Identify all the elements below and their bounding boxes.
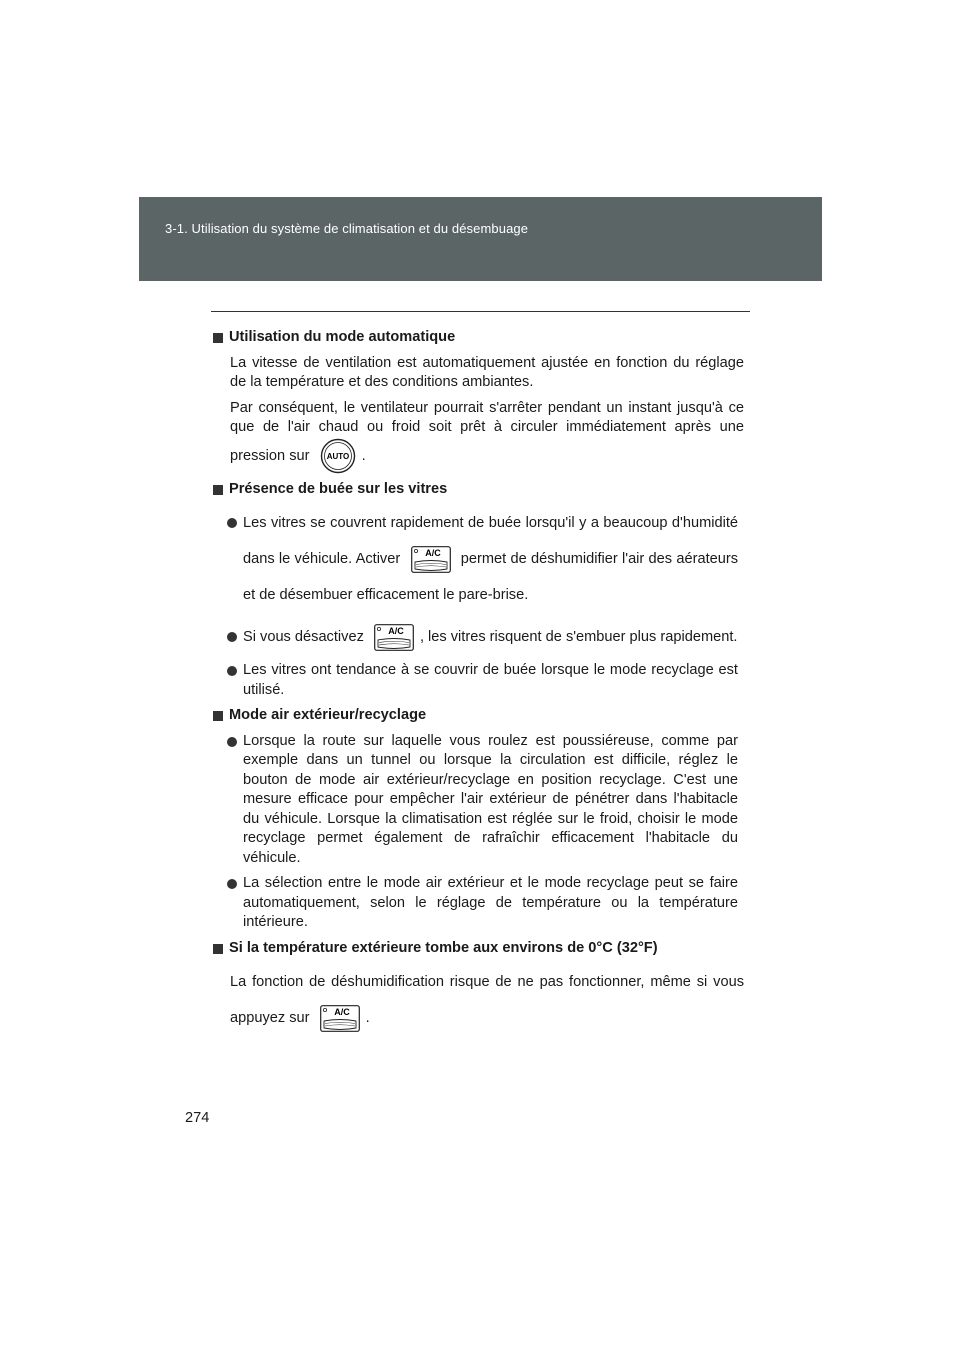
content — [213, 328, 744, 1042]
fog-bullet-1: Les vitres se couvrent rapidement de buée lorsqu'il y a beaucoup d'humidité dans le véhicule. Activer A/C permet de déshumidifier l'air des aérateurs et de désembuer efficacement le pare-brise. — [213, 505, 744, 613]
round-bullet-icon — [227, 632, 237, 642]
ac-button-label: A/C — [388, 625, 404, 636]
round-bullet-icon — [227, 737, 237, 747]
top-divider — [211, 311, 750, 312]
auto-mode-paragraph-2: Par conséquent, le ventilateur pourrait s'arrêter pendant un instant jusqu'à ce que de l'air chaud ou froid soit prêt à circuler immédiatement après une pression sur AUTO . — [213, 399, 744, 474]
fog-bullet-2: Si vous désactivez A/C , les vitres risquent de s'embuer plus rapidement. — [213, 619, 744, 655]
recirculation-bullet-1: Lorsque la route sur laquelle vous roulez est poussiéreuse, comme par exemple dans un tunnel ou lorsque la circulation est difficile, réglez le bouton de mode air extérieur/recyclage en position recyclage. C'est une mesure efficace pour empêcher l'air extérieur de pénétrer dans l'habitacle du véhicule. Lorsque la climatisation est réglée sur le froid, choisir le mode recyclage permet également de rafraîchir efficacement l'habitacle du véhicule. — [213, 732, 744, 869]
ac-button-icon — [411, 546, 451, 573]
auto-button-label: AUTO — [326, 451, 349, 461]
section-title-low-temperature: Si la température extérieure tombe aux environs de 0°C (32°F) — [213, 939, 744, 959]
ac-button-label: A/C — [424, 547, 441, 558]
section-title-recirculation: Mode air extérieur/recyclage — [213, 706, 744, 726]
header-title: 3-1. Utilisation du système de climatisation et du désembuage — [165, 221, 529, 236]
auto-mode-paragraph-1: La vitesse de ventilation est automatiquement ajustée en fonction du réglage de la température et des conditions ambiantes. — [230, 354, 744, 390]
square-bullet-icon — [213, 711, 223, 721]
ac-button-label: A/C — [333, 1006, 350, 1017]
square-bullet-icon — [213, 485, 223, 495]
recirculation-bullet-2: La sélection entre le mode air extérieur et le mode recyclage peut se faire automatiquement, selon le réglage de température ou la température intérieure. — [213, 874, 744, 933]
round-bullet-icon — [227, 666, 237, 676]
square-bullet-icon — [213, 333, 223, 343]
ac-button-icon — [320, 1005, 360, 1032]
auto-button-icon — [320, 438, 356, 474]
round-bullet-icon — [227, 518, 237, 528]
header-band — [139, 197, 822, 281]
fog-bullet-3: Les vitres ont tendance à se couvrir de buée lorsque le mode recyclage est utilisé. — [213, 661, 744, 700]
page-number: 274 — [185, 1110, 210, 1126]
round-bullet-icon — [227, 879, 237, 889]
fog-bullet-list — [213, 505, 744, 700]
recirculation-bullet-list — [213, 732, 744, 933]
low-temperature-paragraph: La fonction de déshumidification risque de ne pas fonctionner, même si vous appuyez sur A/C . — [213, 964, 744, 1036]
section-title-auto-mode: Utilisation du mode automatique — [213, 328, 744, 348]
section-title-fog: Présence de buée sur les vitres — [213, 480, 744, 500]
ac-button-icon — [374, 624, 414, 651]
square-bullet-icon — [213, 944, 223, 954]
